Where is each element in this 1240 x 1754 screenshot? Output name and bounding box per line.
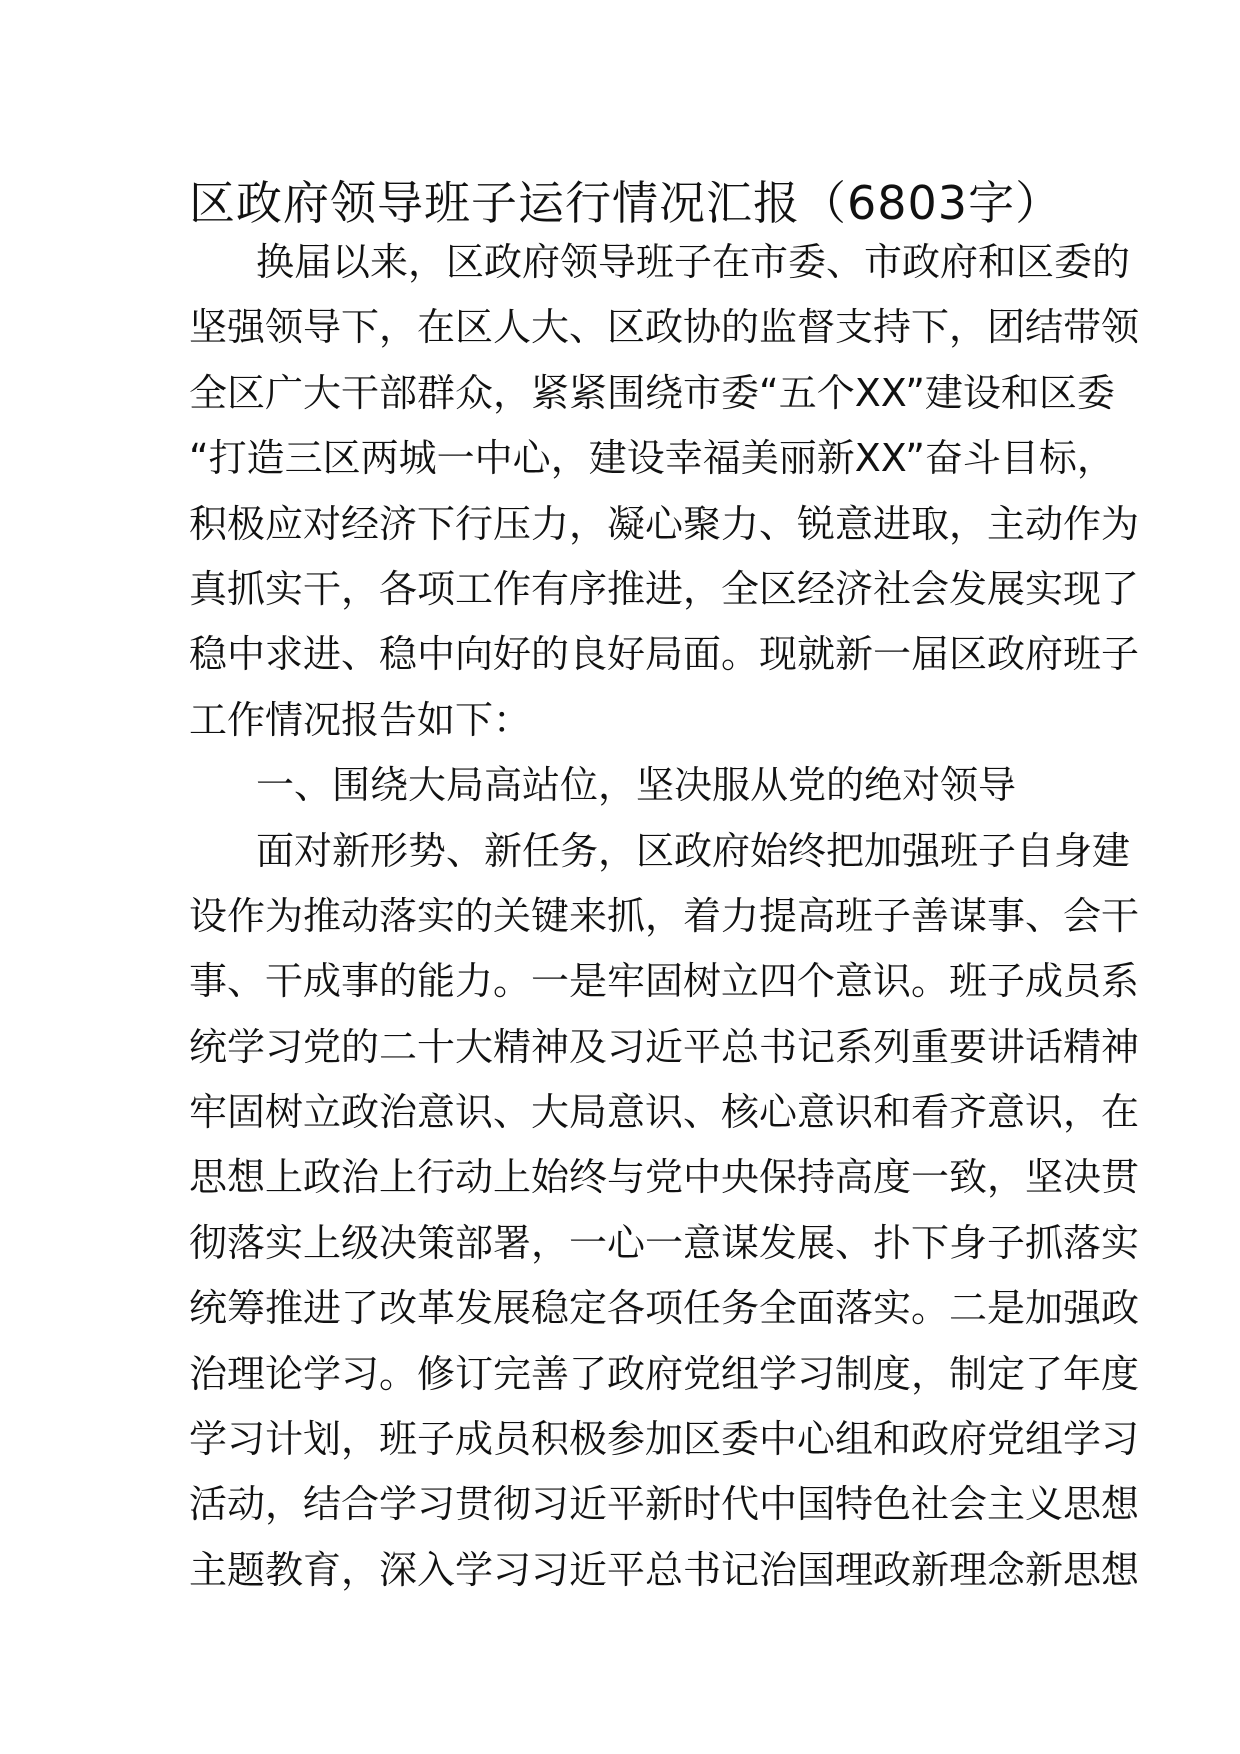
text-line: 统筹推进了改革发展稳定各项任务全面落实。二是加强政: [189, 1286, 1140, 1331]
text-line: 真抓实干，各项工作有序推进，全区经济社会发展实现了: [189, 566, 1140, 611]
text-line: 设作为推动落实的关键来抓，着力提高班子善谋事、会干: [189, 893, 1140, 938]
text-line: 主题教育，深入学习习近平总书记治国理政新理念新思想: [189, 1547, 1140, 1592]
text-line: 治理论学习。修订完善了政府党组学习制度，制定了年度: [189, 1351, 1140, 1396]
text-line: 牢固树立政治意识、大局意识、核心意识和看齐意识，在: [189, 1090, 1140, 1135]
text-line: “打造三区两城一中心，建设幸福美丽新XX”奋斗目标，: [189, 436, 1115, 481]
text-line: 换届以来，区政府领导班子在市委、市政府和区委的: [256, 240, 1131, 284]
text-line: 学习计划，班子成员积极参加区委中心组和政府党组学习: [189, 1417, 1140, 1462]
text-line: 思想上政治上行动上始终与党中央保持高度一致，坚决贯: [189, 1155, 1140, 1200]
text-line: 统学习党的二十大精神及习近平总书记系列重要讲话精神: [189, 1024, 1140, 1069]
text-line: 全区广大干部群众，紧紧围绕市委“五个XX”建设和区委: [189, 370, 1115, 415]
text-line: 稳中求进、稳中向好的良好局面。现就新一届区政府班子: [189, 632, 1140, 677]
text-line: 事、干成事的能力。一是牢固树立四个意识。班子成员系: [189, 959, 1140, 1004]
text-line: 积极应对经济下行压力，凝心聚力、锐意进取，主动作为: [189, 501, 1140, 546]
text-line: 彻落实上级决策部署，一心一意谋发展、扑下身子抓落实: [189, 1220, 1140, 1265]
document-title: 区政府领导班子运行情况汇报（6803字）: [189, 176, 1063, 230]
document-body: [189, 230, 1140, 1603]
section-heading: [189, 753, 1060, 818]
text-line: 工作情况报告如下：: [189, 697, 532, 742]
text-line: 面对新形势、新任务，区政府始终把加强班子自身建: [256, 828, 1131, 873]
paragraph: [189, 819, 1140, 1604]
text-line: 一、围绕大局高站位，坚决服从党的绝对领导: [256, 763, 1017, 808]
text-line: 坚强领导下，在区人大、区政协的监督支持下，团结带领: [189, 305, 1140, 350]
text-line: 活动，结合学习贯彻习近平新时代中国特色社会主义思想: [189, 1482, 1140, 1527]
paragraph: [189, 230, 1140, 753]
